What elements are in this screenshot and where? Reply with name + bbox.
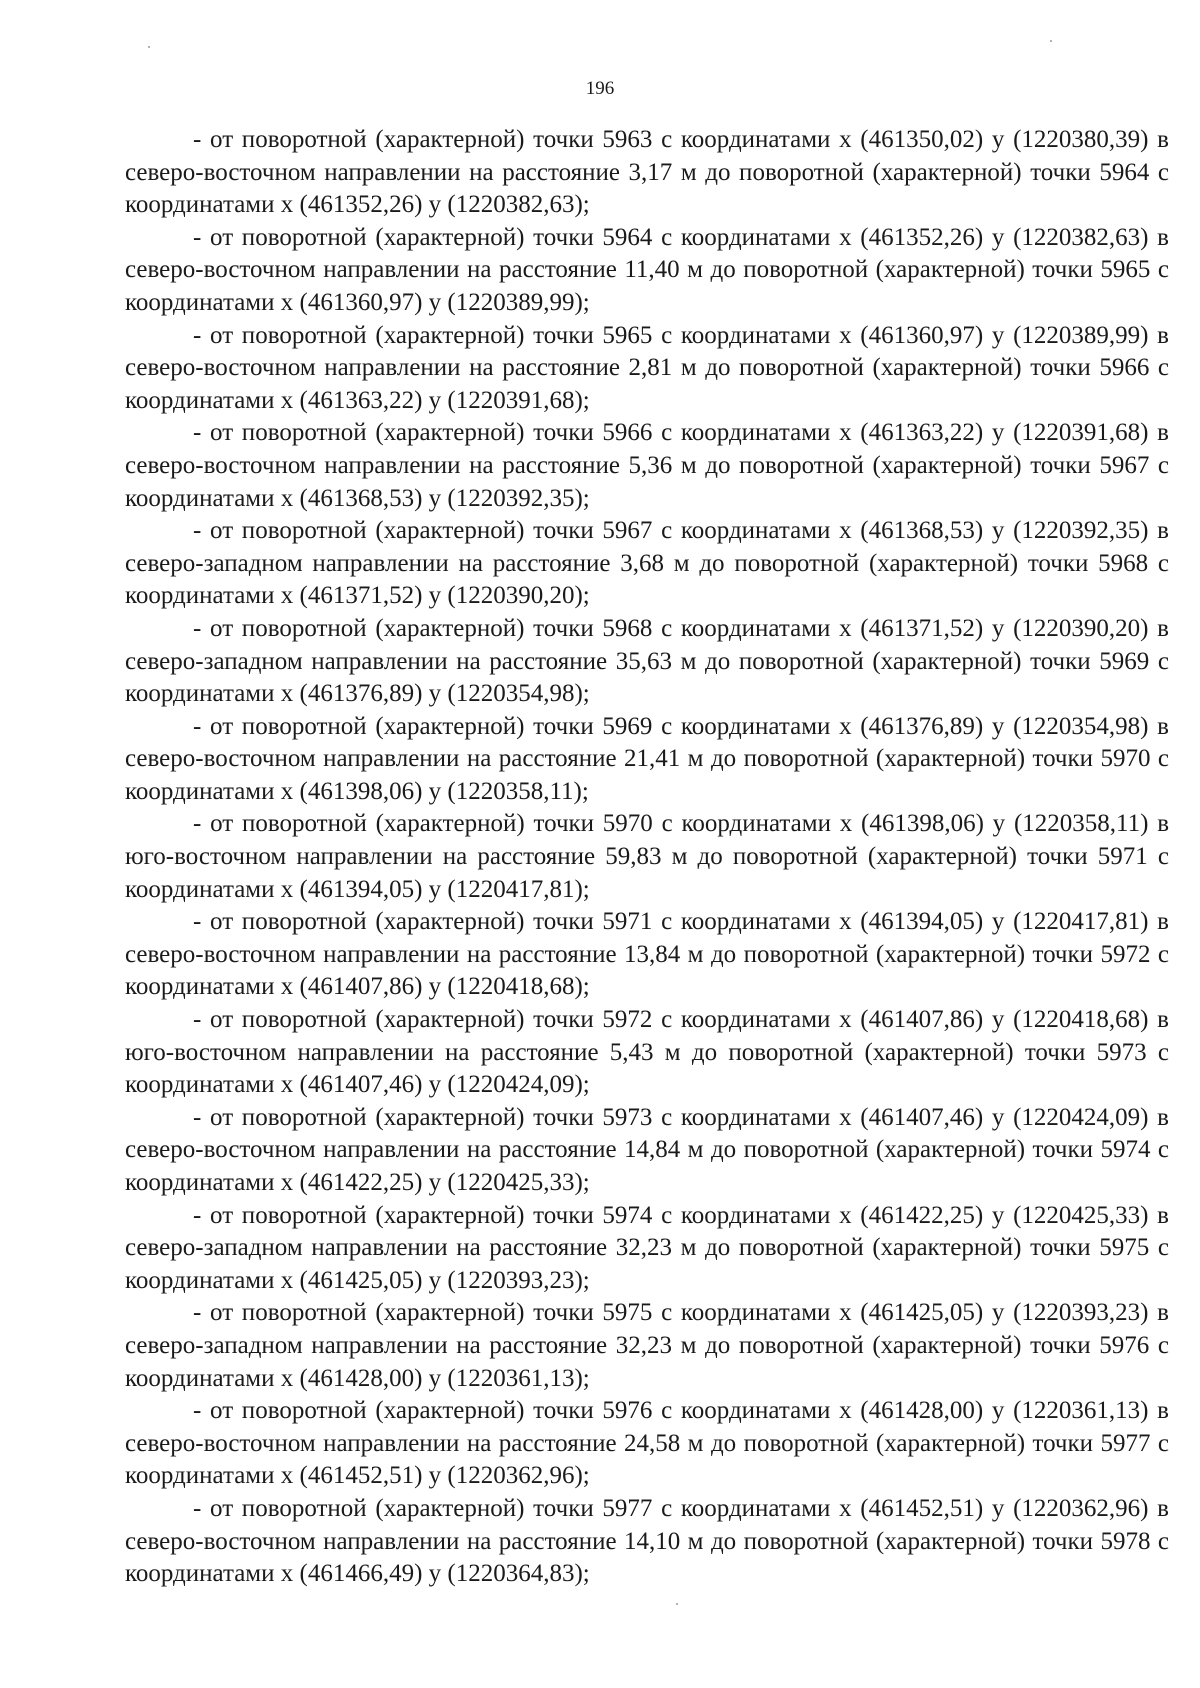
boundary-segment-paragraph: - от поворотной (характерной) точки 5974 с координатами x (461422,25) y (1220425,33) в северо-западном направлении на расстояние 32,23 м до поворотной (характерной) точки 5975 с координатами x (461425,05) y (1220393,23); (125, 1201, 1169, 1294)
boundary-segment-paragraph: - от поворотной (характерной) точки 5965 с координатами x (461360,97) y (1220389,99) в северо-восточном направлении на расстояние 2,81 м до поворотной (характерной) точки 5966 с координатами x (461363,22) y (1220391,68); (125, 321, 1169, 414)
boundary-segment-paragraph: - от поворотной (характерной) точки 5977 с координатами x (461452,51) y (1220362,96) в северо-восточном направлении на расстояние 14,10 м до поворотной (характерной) точки 5978 с координатами x (461466,49) y (1220364,83); (125, 1494, 1169, 1588)
boundary-segment-paragraph: - от поворотной (характерной) точки 5967 с координатами x (461368,53) y (1220392,35) в северо-западном направлении на расстояние 3,68 м до поворотной (характерной) точки 5968 с координатами x (461371,52) y (1220390,20); (125, 517, 1169, 610)
boundary-segment-paragraph: - от поворотной (характерной) точки 5966 с координатами x (461363,22) y (1220391,68) в северо-восточном направлении на расстояние 5,36 м до поворотной (характерной) точки 5967 с координатами x (461368,53) y (1220392,35); (125, 419, 1169, 512)
boundary-segment-paragraph: - от поворотной (характерной) точки 5964 с координатами x (461352,26) y (1220382,63) в северо-восточном направлении на расстояние 11,40 м до поворотной (характерной) точки 5965 с координатами x (461360,97) y (1220389,99); (125, 223, 1169, 316)
boundary-segment-paragraph: - от поворотной (характерной) точки 5968 с координатами x (461371,52) y (1220390,20) в северо-западном направлении на расстояние 35,63 м до поворотной (характерной) точки 5969 с координатами x (461376,89) y (1220354,98); (125, 614, 1169, 708)
scan-speck (1050, 40, 1052, 42)
boundary-segment-paragraph: - от поворотной (характерной) точки 5975 с координатами x (461425,05) y (1220393,23) в северо-западном направлении на расстояние 32,23 м до поворотной (характерной) точки 5976 с координатами x (461428,00) y (1220361,13); (125, 1299, 1169, 1392)
boundary-segment-paragraph: - от поворотной (характерной) точки 5971 с координатами x (461394,05) y (1220417,81) в северо-восточном направлении на расстояние 13,84 м до поворотной (характерной) точки 5972 с координатами x (461407,86) y (1220418,68); (125, 908, 1169, 1001)
scan-speck (676, 1603, 678, 1605)
boundary-segment-paragraph: - от поворотной (характерной) точки 5976 с координатами x (461428,00) y (1220361,13) в северо-восточном направлении на расстояние 24,58 м до поворотной (характерной) точки 5977 с координатами x (461452,51) y (1220362,96); (125, 1397, 1169, 1490)
boundary-segment-paragraph: - от поворотной (характерной) точки 5972 с координатами x (461407,86) y (1220418,68) в юго-восточном направлении на расстояние 5,43 м до поворотной (характерной) точки 5973 с координатами x (461407,46) y (1220424,09); (125, 1006, 1169, 1099)
page-number: 196 (585, 78, 615, 99)
boundary-segment-paragraph: - от поворотной (характерной) точки 5970 с координатами x (461398,06) y (1220358,11) в юго-восточном направлении на расстояние 59,83 м до поворотной (характерной) точки 5971 с координатами x (461394,05) y (1220417,81); (125, 810, 1169, 903)
scan-speck (148, 46, 150, 48)
document-body (125, 124, 1169, 1591)
boundary-segment-paragraph: - от поворотной (характерной) точки 5969 с координатами x (461376,89) y (1220354,98) в северо-восточном направлении на расстояние 21,41 м до поворотной (характерной) точки 5970 с координатами x (461398,06) y (1220358,11); (125, 712, 1169, 805)
boundary-segment-paragraph: - от поворотной (характерной) точки 5973 с координатами x (461407,46) y (1220424,09) в северо-восточном направлении на расстояние 14,84 м до поворотной (характерной) точки 5974 с координатами x (461422,25) y (1220425,33); (125, 1103, 1169, 1196)
boundary-segment-paragraph: - от поворотной (характерной) точки 5963 с координатами x (461350,02) y (1220380,39) в северо-восточном направлении на расстояние 3,17 м до поворотной (характерной) точки 5964 с координатами x (461352,26) y (1220382,63); (125, 126, 1169, 219)
